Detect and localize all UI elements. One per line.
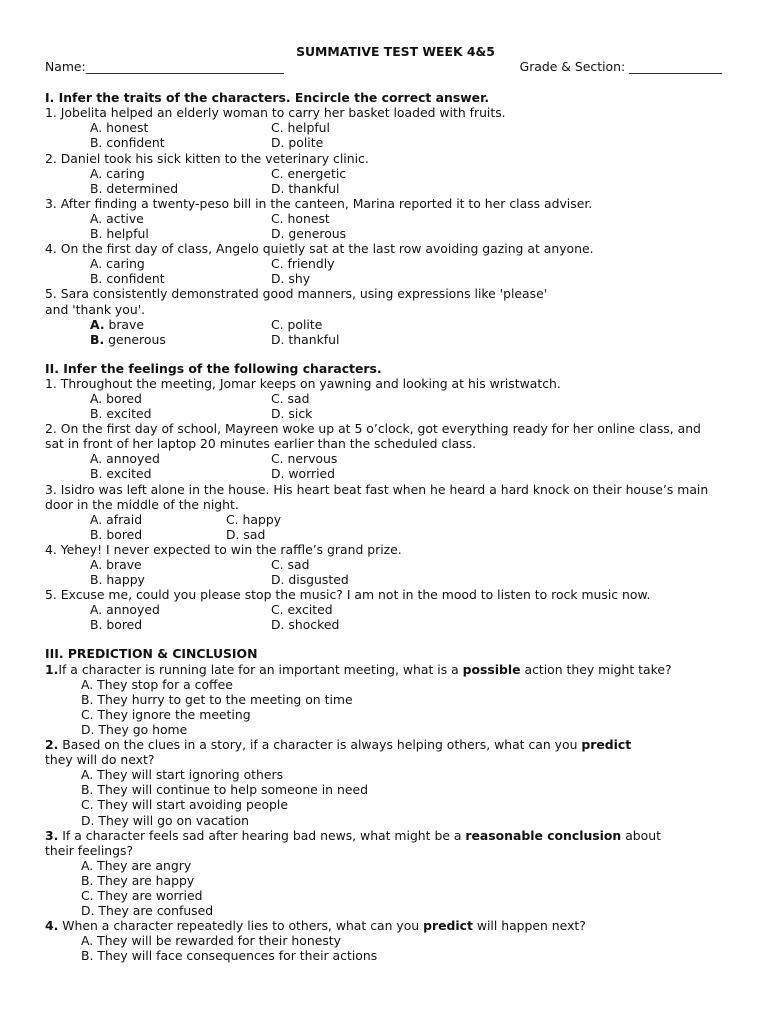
s1-q5-options-row2 [45, 332, 728, 347]
option-c[interactable]: C. energetic [271, 165, 347, 181]
s2-q4-options-row1 [45, 557, 728, 572]
s1-q2-text: 2. Daniel took his sick kitten to the veterinary clinic. [45, 150, 369, 166]
s3-q3-option-c[interactable]: C. They are worried [81, 887, 203, 903]
s3-q4-option-b[interactable]: B. They will face consequences for their actions [81, 948, 378, 964]
question-keyword: reasonable conclusion [465, 827, 622, 843]
option-b[interactable]: B. confident [90, 271, 165, 287]
question-text-pre: If a character is running late for an important meeting, what is a [58, 661, 463, 677]
s1-q1-options-row2 [45, 135, 728, 150]
option-d[interactable]: D. polite [271, 135, 324, 151]
option-a[interactable]: A. caring [90, 256, 145, 272]
option-c[interactable]: C. helpful [271, 120, 330, 136]
s3-q4-text [45, 918, 728, 933]
s2-q5-options-row1 [45, 602, 728, 617]
s1-q3-text: 3. After finding a twenty-peso bill in the canteen, Marina reported it to her class adviser. [45, 195, 593, 211]
question-keyword: predict [423, 918, 473, 934]
option-b[interactable]: B. confident [90, 135, 165, 151]
s3-q2-option-a[interactable]: A. They will start ignoring others [81, 767, 284, 783]
s2-q4-text: 4. Yehey! I never expected to win the raffle’s grand prize. [45, 541, 402, 557]
option-a[interactable]: A. honest [90, 120, 149, 136]
option-a[interactable]: A. caring [90, 165, 145, 181]
section-2-heading: II. Infer the feelings of the following characters. [45, 360, 382, 376]
option-letter: A. [90, 316, 105, 332]
question-text-post: action they might take? [520, 661, 672, 677]
option-b[interactable]: B. helpful [90, 226, 149, 242]
s1-q2-options-row1 [45, 166, 728, 181]
question-text-pre: When a character repeatedly lies to others, what can you [58, 918, 424, 934]
s3-q1-text [45, 662, 728, 677]
s1-q5-options-row1 [45, 317, 728, 332]
option-b[interactable]: B. excited [90, 406, 152, 422]
s3-q2-option-b[interactable]: B. They will continue to help someone in need [81, 782, 368, 798]
header-fields [45, 59, 728, 74]
page-title: SUMMATIVE TEST WEEK 4&5 [296, 44, 495, 59]
option-text: brave [104, 316, 144, 332]
s1-q1-text: 1. Jobelita helped an elderly woman to carry her basket loaded with fruits. [45, 105, 506, 121]
s3-q1-option-d[interactable]: D. They go home [81, 721, 188, 737]
s3-q3-option-a[interactable]: A. They are angry [81, 857, 192, 873]
s1-q3-options-row1 [45, 211, 728, 226]
option-d[interactable]: D. sad [226, 526, 266, 542]
question-text-pre: If a character feels sad after hearing bad news, what might be a [58, 827, 466, 843]
option-b[interactable] [90, 332, 166, 347]
s1-q4-options-row2 [45, 271, 728, 286]
s2-q5-text: 5. Excuse me, could you please stop the music? I am not in the mood to listen to rock music now. [45, 587, 651, 603]
option-d[interactable]: D. thankful [271, 331, 340, 347]
option-d[interactable]: D. thankful [271, 180, 340, 196]
question-text-pre: Based on the clues in a story, if a character is always helping others, what can you [58, 737, 582, 753]
option-d[interactable]: D. generous [271, 226, 347, 242]
s3-q1-option-c[interactable]: C. They ignore the meeting [81, 706, 251, 722]
option-c[interactable]: C. honest [271, 210, 330, 226]
option-a[interactable]: A. active [90, 210, 144, 226]
option-c[interactable]: C. polite [271, 316, 323, 332]
s1-q2-options-row2 [45, 181, 728, 196]
option-c[interactable]: C. nervous [271, 451, 338, 467]
s3-q2-option-c[interactable]: C. They will start avoiding people [81, 797, 288, 813]
grade-section-field[interactable]: Grade & Section: _______________ [519, 59, 722, 75]
s2-q2-options-row2 [45, 466, 728, 481]
option-b[interactable]: B. excited [90, 466, 152, 482]
s1-q1-options-row1 [45, 120, 728, 135]
option-a[interactable]: A. annoyed [90, 602, 160, 618]
s1-q3-options-row2 [45, 226, 728, 241]
s3-q2-text [45, 737, 728, 752]
s3-q4-option-a[interactable]: A. They will be rewarded for their honesty [81, 933, 341, 949]
option-a[interactable]: A. brave [90, 557, 142, 572]
option-b[interactable]: B. bored [90, 617, 143, 633]
s2-q3-options-row2 [45, 527, 728, 542]
question-number: 1. [45, 661, 59, 677]
question-number: 2. [45, 737, 59, 753]
option-c[interactable]: C. excited [271, 602, 333, 618]
option-c[interactable]: C. sad [271, 557, 310, 572]
s2-q3-text-line2: door in the middle of the night. [45, 496, 239, 512]
s2-q5-options-row2 [45, 617, 728, 632]
s2-q1-options-row1 [45, 391, 728, 406]
option-b[interactable]: B. bored [90, 526, 143, 542]
s2-q2-text-line1: 2. On the first day of school, Mayreen woke up at 5 o’clock, got everything ready for her online class, and [45, 421, 701, 437]
s3-q3-text-line2: their feelings? [45, 842, 134, 858]
s2-q4-options-row2 [45, 572, 728, 587]
option-b[interactable]: B. determined [90, 180, 179, 196]
s2-q2-text-line2: sat in front of her laptop 20 minutes earlier than the scheduled class. [45, 436, 477, 452]
question-text-post: about [621, 827, 661, 843]
s3-q2-option-d[interactable]: D. They will go on vacation [81, 812, 249, 828]
option-d[interactable]: D. shy [271, 271, 311, 287]
question-keyword: possible [462, 661, 521, 677]
s2-q2-options-row1 [45, 451, 728, 466]
s3-q1-option-b[interactable]: B. They hurry to get to the meeting on time [81, 691, 353, 707]
s2-q3-text-line1: 3. Isidro was left alone in the house. His heart beat fast when he heard a hard knock on their house’s main [45, 481, 709, 497]
question-number: 3. [45, 827, 59, 843]
option-c[interactable]: C. happy [226, 511, 282, 527]
option-b[interactable]: B. happy [90, 572, 145, 588]
option-letter: B. [90, 331, 105, 347]
s3-q2-text-line2: they will do next? [45, 752, 155, 768]
option-c[interactable]: C. friendly [271, 256, 335, 272]
section-3-heading: III. PREDICTION & CINCLUSION [45, 646, 258, 662]
section-1-heading: I. Infer the traits of the characters. Encircle the correct answer. [45, 90, 490, 106]
option-d[interactable]: D. sick [271, 406, 313, 422]
s2-q1-text: 1. Throughout the meeting, Jomar keeps on yawning and looking at his wristwatch. [45, 375, 561, 391]
s1-q5-text-line2: and 'thank you'. [45, 301, 146, 317]
question-keyword: predict [581, 737, 632, 753]
name-field[interactable]: Name:________________________________ [45, 59, 284, 75]
s2-q1-options-row2 [45, 406, 728, 421]
option-d[interactable]: D. shocked [271, 617, 340, 633]
option-c[interactable]: C. sad [271, 390, 310, 406]
s3-q3-option-d[interactable]: D. They are confused [81, 903, 214, 919]
option-text: generous [104, 331, 166, 347]
option-a[interactable]: A. bored [90, 390, 142, 406]
s1-q5-text-line1: 5. Sara consistently demonstrated good manners, using expressions like 'please' [45, 286, 548, 302]
s3-q1-option-a[interactable]: A. They stop for a coffee [81, 676, 233, 692]
option-d[interactable]: D. disgusted [271, 572, 349, 588]
s3-q3-text [45, 828, 728, 843]
option-a[interactable]: A. annoyed [90, 451, 160, 467]
option-a[interactable] [90, 317, 144, 332]
s2-q3-options-row1 [45, 512, 728, 527]
option-d[interactable]: D. worried [271, 466, 336, 482]
question-text-post: will happen next? [472, 918, 586, 934]
s1-q4-options-row1 [45, 256, 728, 271]
s3-q3-option-b[interactable]: B. They are happy [81, 872, 195, 888]
option-a[interactable]: A. afraid [90, 511, 143, 527]
s1-q4-text: 4. On the first day of class, Angelo quietly sat at the last row avoiding gazing at anyone. [45, 241, 594, 257]
question-number: 4. [45, 918, 59, 934]
